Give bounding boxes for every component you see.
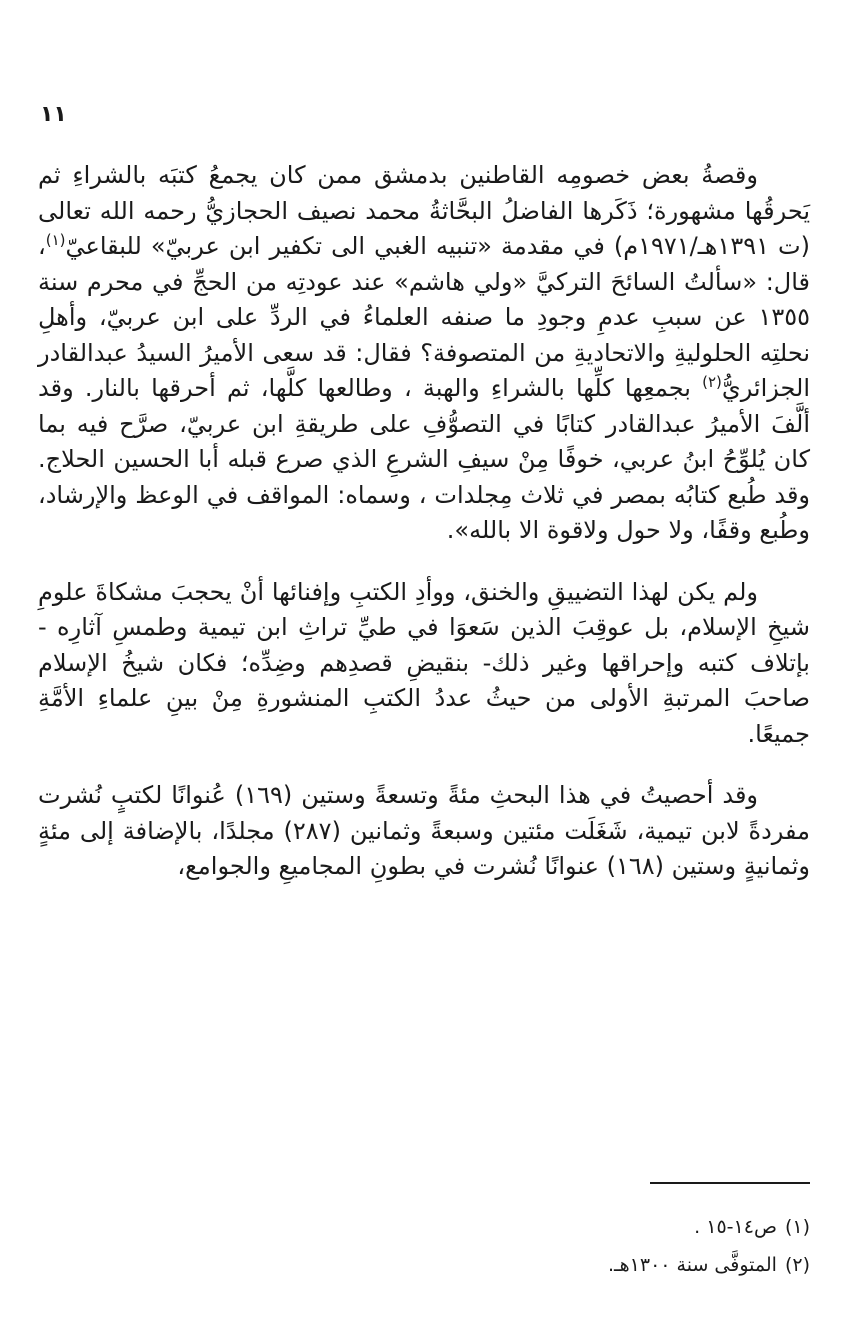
main-text [38, 158, 810, 885]
footnote-divider [650, 1182, 810, 1184]
footnote-1 [200, 1208, 810, 1246]
footnote-1-number: (١) [784, 1216, 810, 1238]
footnote-2-text: المتوفَّى سنة ١٣٠٠هـ. [608, 1254, 777, 1276]
footnote-1-text: ص١٤-١٥ . [694, 1216, 777, 1238]
footnotes [200, 1208, 810, 1284]
paragraph-1 [38, 158, 810, 549]
footnote-marker-2: (٢) [702, 373, 722, 391]
paragraph-1-part-2: ، قال: «سألتُ السائحَ التركيَّ «ولي هاشم» عند عودتِه من الحجِّ في محرم سنة ١٣٥٥ عن سببِ عدمِ وجودِ ما صنفه العلماءُ في الردِّ على ابن عربيّ، وأهلِ نحلتِه الحلوليةِ والاتحاديةِ من المتصوفة؟ فقال: قد سعى الأميرُ السيدُ عبدالقادر الجزائريُّ [38, 232, 810, 402]
paragraph-1-part-3: بجمعِها كلِّها بالشراءِ والهبة ، وطالعها كلَّها، ثم أحرقها بالنار. وقد ألَّفَ الأميرُ عبدالقادر كتابًا في التصوُّفِ على طريقةِ ابن عربيّ، صرَّح فيه بما كان يُلوِّحُ ابنُ عربي، خوفًا مِنْ سيفِ الشرعِ الذي صرع قبله أبا الحسين الحلاج. وقد طُبع كتابُه بمصر في ثلاث مِجلدات ، وسماه: المواقف في الوعظ والإرشاد، وطُبع وقفًا، ولا حول ولاقوة الا بالله». [38, 374, 810, 544]
paragraph-1-part-1: وقصةُ بعض خصومِه القاطنين بدمشق ممن كان يجمعُ كتبَه بالشراءِ ثم يَحرقُها مشهورة؛ ذَكَرها الفاضلُ البحَّاثةُ محمد نصيف الحجازيُّ رحمه الله تعالى (ت ١٣٩١هـ/١٩٧١م) في مقدمة «تنبيه الغبي الى تكفير ابن عربيّ» للبقاعيّ [38, 161, 810, 260]
footnote-marker-1: (١) [45, 231, 66, 249]
paragraph-3: وقد أحصيتُ في هذا البحثِ مئةً وتسعةً وستين (١٦٩) عُنوانًا لكتبٍ نُشرت مفردةً لابن تيمية، شَغَلَت مئتين وسبعةً وثمانين (٢٨٧) مجلدًا، بالإضافة إلى مئةٍ وثمانيةٍ وستين (١٦٨) عنوانًا نُشرت في بطونِ المجاميعِ والجوامع، [38, 781, 811, 880]
footnote-2 [200, 1246, 810, 1284]
page-number: ١١ [40, 102, 67, 127]
footnote-2-number: (٢) [784, 1254, 810, 1276]
paragraph-2: ولم يكن لهذا التضييقِ والخنق، ووأدِ الكتبِ وإفنائها أنْ يحجبَ مشكاةَ علومِ شيخِ الإسلام، بل عوقِبَ الذين سَعوَا في طيِّ تراثِ ابن تيمية وطمسِ آثارِه - بإتلاف كتبه وإحراقها وغير ذلك- بنقيضِ قصدِهم وضِدِّه؛ فكان شيخُ الإسلام صاحبَ المرتبةِ الأولى من حيثُ عددُ الكتبِ المنشورةِ مِنْ بينِ علماءِ الأمَّةِ جميعًا. [38, 577, 810, 748]
